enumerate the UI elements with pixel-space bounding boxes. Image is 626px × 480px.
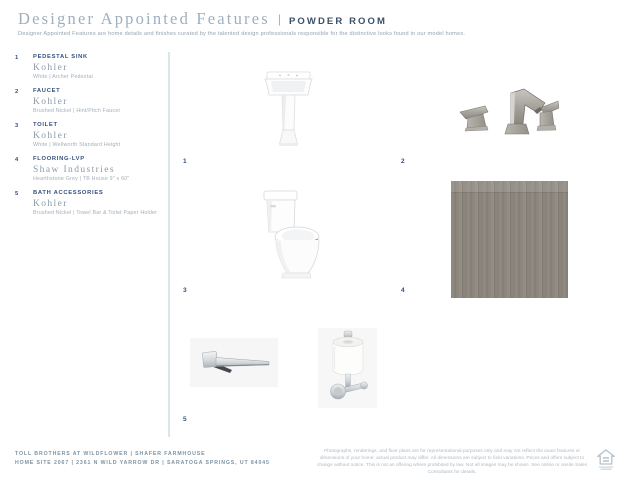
gallery-label-5: 5 (183, 416, 187, 423)
gallery-label-3: 3 (183, 287, 187, 294)
towel-bar-icon (190, 338, 278, 387)
flooring-swatch (451, 181, 568, 298)
list-item-flooring (15, 156, 167, 182)
toilet-paper-holder-photo (318, 328, 377, 408)
feature-name: PEDESTAL SINK (33, 54, 88, 60)
faucet-icon (454, 82, 559, 139)
feature-name: BATH ACCESSORIES (33, 190, 104, 196)
feature-number: 4 (15, 157, 19, 163)
feature-brand: Kohler (33, 198, 68, 209)
footer-project-line: TOLL BROTHERS AT WILDFLOWER | SHAFER FARMHOUSE (15, 451, 206, 457)
footer-community-info (15, 450, 270, 468)
feature-brand: Shaw Industries (33, 164, 115, 175)
faucet-photo (454, 82, 559, 139)
feature-name: FLOORING-LVP (33, 156, 85, 162)
list-item-faucet (15, 88, 167, 114)
feature-details: Brushed Nickel | Towel Bar & Toilet Paper Holder (33, 210, 158, 216)
page-header (18, 9, 387, 29)
toilet-icon (254, 188, 327, 280)
page-title: Designer Appointed Features (18, 9, 270, 28)
equal-housing-opportunity-icon (597, 449, 615, 471)
room-name: POWDER ROOM (288, 16, 388, 27)
list-item-bath-accessories (15, 190, 167, 216)
feature-list (15, 54, 167, 224)
feature-details: White | Archer Pedestal (33, 74, 93, 80)
footer-address-line: HOME SITE 2067 | 2361 N WILD YARROW DR | SARATOGA SPRINGS, UT 84045 (15, 460, 270, 466)
toilet-paper-holder-icon (318, 328, 377, 408)
feature-details: Hearthstone Grey | TB House 9" x 60" (33, 176, 130, 182)
gallery-label-1: 1 (183, 158, 187, 165)
feature-number: 1 (15, 55, 19, 61)
gallery-label-4: 4 (401, 287, 405, 294)
feature-details: Brushed Nickel | Hint/Pitch Faucet (33, 108, 121, 114)
toilet-photo (254, 188, 327, 280)
page-subtitle: Designer Appointed Features are home details and finishes curated by the talented design professionals responsible for the distinctive looks found in our model homes. (18, 31, 466, 37)
pedestal-sink-icon (258, 68, 319, 150)
list-item-toilet (15, 122, 167, 148)
feature-number: 5 (15, 191, 19, 197)
pedestal-sink-photo (258, 68, 319, 150)
towel-bar-photo (190, 338, 278, 387)
list-item-pedestal-sink (15, 54, 167, 80)
vertical-divider (168, 52, 170, 437)
footer-disclaimer: Photographs, renderings, and floor plans are for representational purposes only and may not reflect the exact features or dimensions of your home; actual product may differ. All dimensions are subject to field variations. Prices and offers subject to change without notice. This is not an offering where prohibited by law. Not all images may be shown. See online or onsite Sales Consultants for details. (317, 449, 587, 475)
feature-brand: Kohler (33, 62, 68, 73)
gallery-label-2: 2 (401, 158, 405, 165)
feature-name: FAUCET (33, 88, 61, 94)
feature-number: 3 (15, 123, 19, 129)
feature-brand: Kohler (33, 130, 68, 141)
title-separator: | (277, 12, 281, 26)
feature-name: TOILET (33, 122, 58, 128)
feature-brand: Kohler (33, 96, 68, 107)
feature-number: 2 (15, 89, 19, 95)
feature-details: White | Wellworth Standard Height (33, 142, 121, 148)
